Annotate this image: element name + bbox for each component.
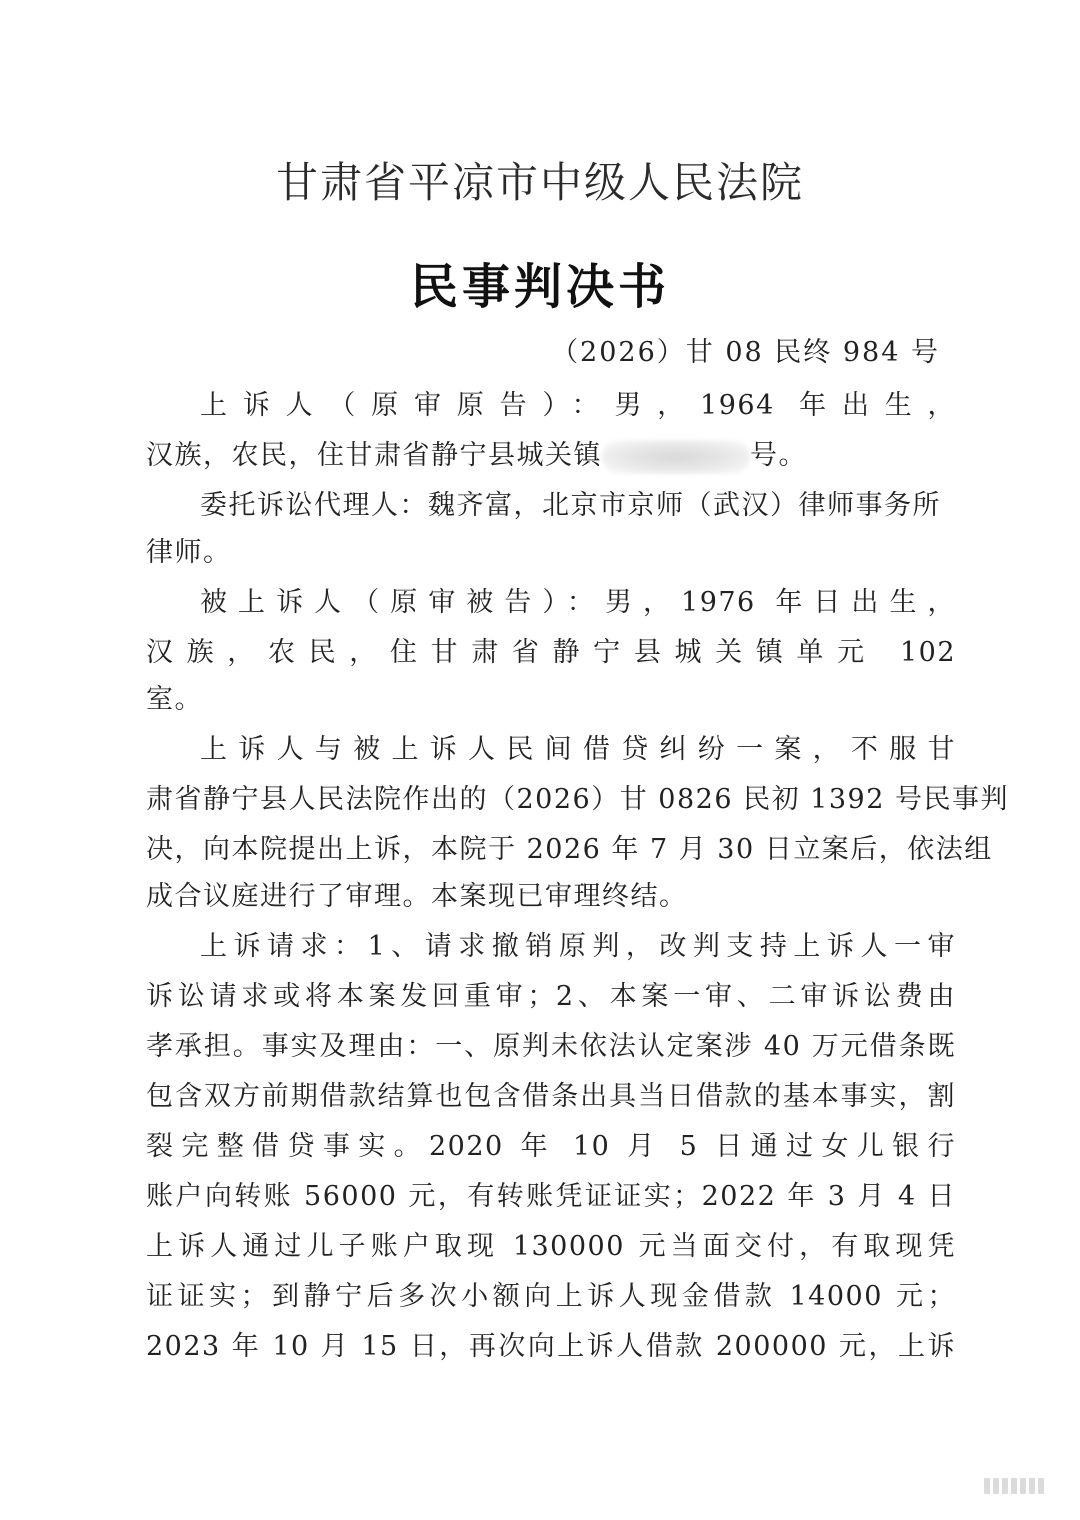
agent-line-2: 律师。 [146,537,232,568]
intro-line-1: 上诉人与被上诉人民间借贷纠纷一案，不服甘 [200,734,957,765]
intro-line-3: 决，向本院提出上诉，本院于 2026 年 7 月 30 日立案后，依法组 [146,834,993,865]
appellee-line-3: 室。 [146,684,203,715]
appellee-line-2: 汉族，农民，住甘肃省静宁县城关镇单元 102 [146,637,956,668]
requests-line-7: 上诉人通过儿子账户取现 130000 元当面交付，有取现凭 [146,1231,957,1262]
agent-line-1: 委托诉讼代理人：魏齐富，北京市京师（武汉）律师事务所 [200,490,941,521]
intro-line-2: 肃省静宁县人民法院作出的（2026）甘 0826 民初 1392 号民事判 [146,784,1009,815]
requests-line-4: 包含双方前期借款结算也包含借条出具当日借款的基本事实，割 [146,1081,956,1112]
requests-line-8: 证证实；到静宁后多次小额向上诉人现金借款 14000 元； [146,1281,956,1312]
requests-line-3: 孝承担。事实及理由：一、原判未依法认定案涉 40 万元借条既 [146,1031,956,1062]
redacted-address [602,440,750,474]
document-title: 民事判决书 [409,259,670,315]
requests-line-1: 上诉请求：1、请求撤销原判，改判支持上诉人一审 [200,931,956,962]
requests-line-5: 裂完整借贷事实。2020 年 10 月 5 日通过女儿银行 [146,1131,956,1162]
watermark-icon [984,1478,1054,1494]
court-name: 甘肃省平凉市中级人民法院 [275,158,804,207]
intro-line-4: 成合议庭进行了审理。本案现已审理终结。 [146,881,688,912]
requests-line-6: 账户向转账 56000 元，有转账凭证证实；2022 年 3 月 4 日 [146,1181,956,1212]
appellant-line-1: 上诉人（原审原告）：男，1964 年出生， [200,390,957,421]
appellee-line-1: 被上诉人（原审被告）：男，1976 年日出生， [200,587,957,618]
requests-line-9: 2023 年 10 月 15 日，再次向上诉人借款 200000 元，上诉 [146,1331,957,1362]
appellant-line-2: 汉族，农民，住甘肃省静宁县城关镇 号。 [146,436,956,476]
requests-line-2: 诉讼请求或将本案发回重审；2、本案一审、二审诉讼费由 [146,981,956,1012]
case-number: （2026）甘 08 民终 984 号 [551,337,940,368]
